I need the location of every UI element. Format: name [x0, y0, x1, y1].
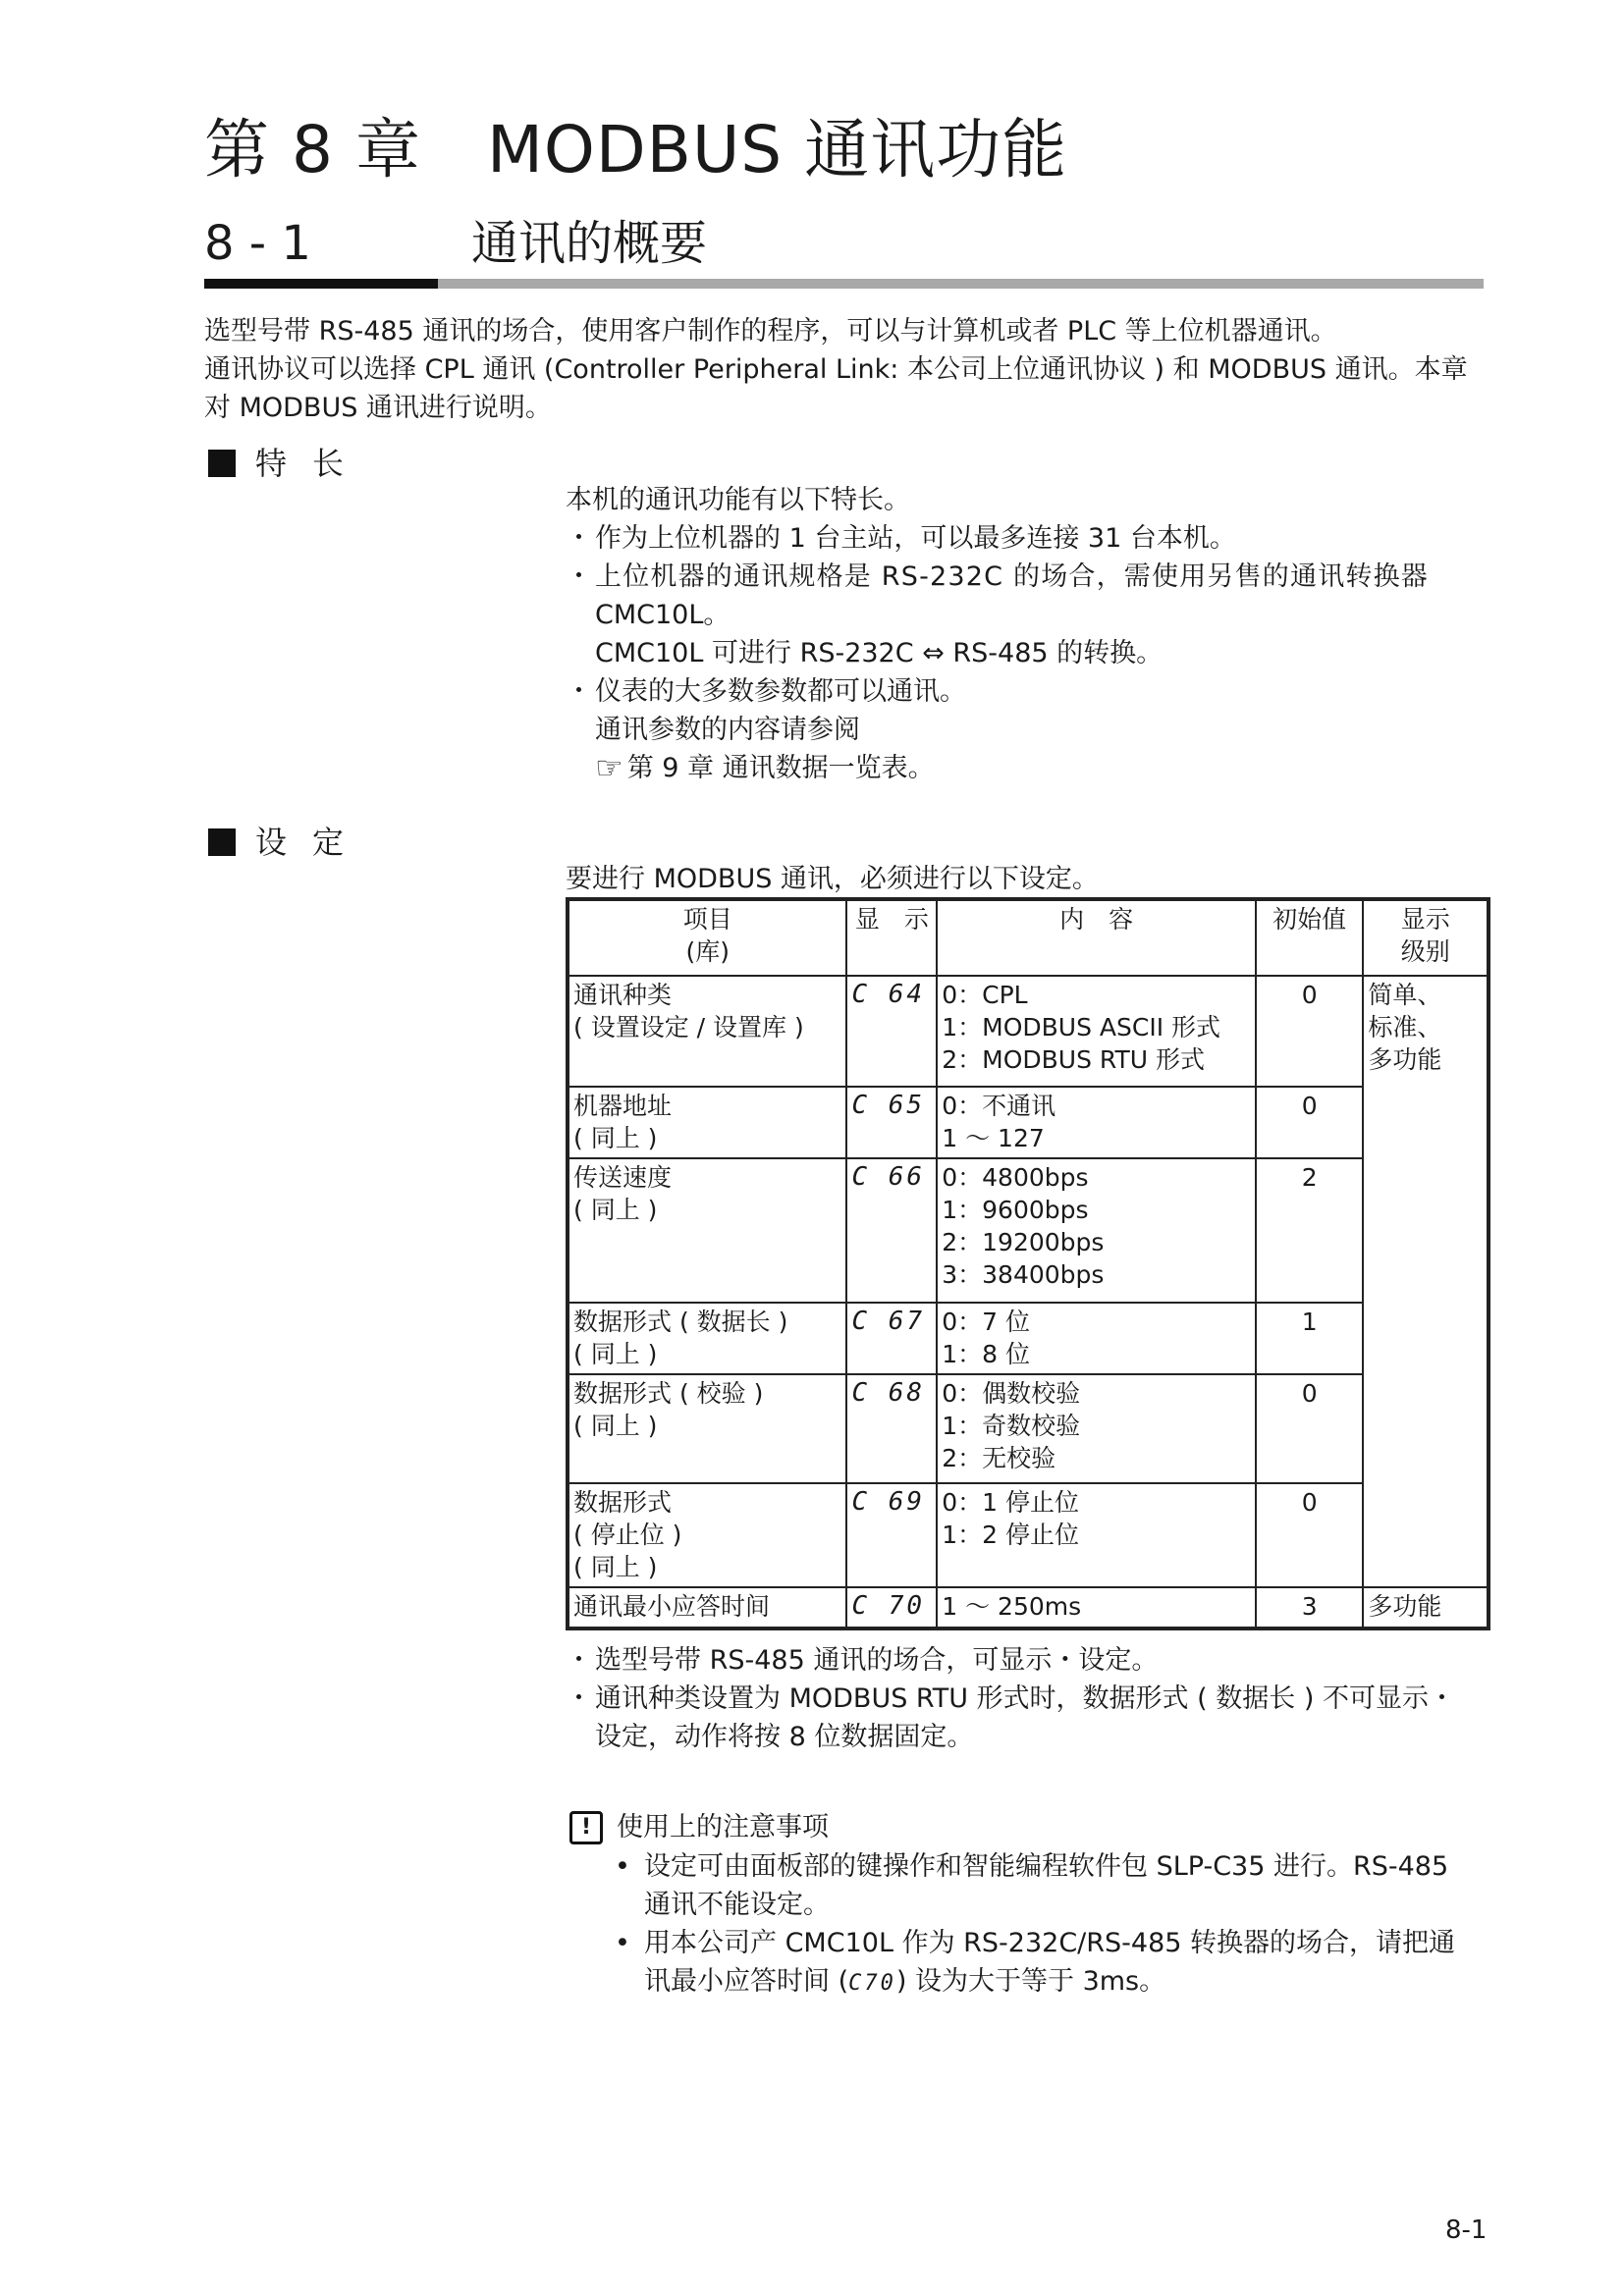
- features-heading: [208, 444, 369, 483]
- row-item: 机器地址: [573, 1092, 673, 1120]
- caution-list: [615, 1847, 1489, 2002]
- caution-text: 设定可由面板部的键操作和智能编程软件包 SLP-C35 进行。RS-485: [644, 1851, 1449, 1882]
- caution-text-cont: 讯最小应答时间 (C70) 设为大于等于 3ms。: [644, 1966, 1166, 1997]
- row-item: 数据形式 ( 数据长 ): [573, 1308, 788, 1336]
- note-text-cont: 设定，动作将按 8 位数据固定。: [595, 1722, 974, 1752]
- heading-square-icon: [208, 828, 236, 856]
- header-initial: 初始值: [1256, 899, 1363, 976]
- caution-item: [615, 1924, 1489, 1962]
- header-display: 显 示: [846, 899, 937, 976]
- bullet-mark: ・: [566, 1645, 592, 1676]
- feature-text: 上位机器的通讯规格是 RS-232C 的场合，需使用另售的通讯转换器: [595, 561, 1429, 592]
- settings-heading: [208, 823, 369, 862]
- caution-title: 使用上的注意事项: [617, 1812, 829, 1842]
- table-row: 通讯种类 ( 设置设定 / 设置库 ) C 64 0：CPL 1：MODBUS ASCII 形式 2：MODBUS RTU 形式 0 简单、 标准、 多功能: [568, 976, 1489, 1087]
- header-content: 内 容: [937, 899, 1256, 976]
- row-code: C 70: [846, 1587, 937, 1629]
- features-block: [566, 481, 1489, 787]
- feature-text-cont: CMC10L 可进行 RS-232C ⇔ RS-485 的转换。: [595, 638, 1164, 668]
- note-text: 选型号带 RS-485 通讯的场合，可显示・设定。: [595, 1645, 1159, 1676]
- row-item-sub: ( 同上 ): [573, 1553, 658, 1581]
- row-item-sub: ( 设置设定 / 设置库 ): [573, 1013, 804, 1041]
- row-code: C 65: [846, 1087, 937, 1158]
- row-code: C 69: [846, 1483, 937, 1587]
- caution-text: 用本公司产 CMC10L 作为 RS-232C/RS-485 转换器的场合，请把通: [644, 1928, 1456, 1958]
- bullet-mark: ・: [566, 1683, 592, 1714]
- row-item-sub: ( 停止位 ): [573, 1521, 682, 1549]
- note-text: 通讯种类设置为 MODBUS RTU 形式时，数据形式 ( 数据长 ) 不可显示・: [595, 1683, 1455, 1714]
- row-initial: 0: [1256, 1483, 1363, 1587]
- feature-item: [566, 519, 1489, 558]
- table-row: 数据形式 ( 数据长 ) ( 同上 ) C 67 0：7 位 1：8 位 1: [568, 1303, 1489, 1374]
- heading-square-icon: [208, 450, 236, 477]
- bullet-mark: •: [615, 1851, 630, 1882]
- caution-text-cont: 通讯不能设定。: [644, 1890, 830, 1920]
- row-initial: 3: [1256, 1587, 1363, 1629]
- header-item: 项目 (库): [568, 899, 846, 976]
- row-initial: 0: [1256, 1374, 1363, 1483]
- row-initial: 0: [1256, 976, 1363, 1087]
- feature-text-cont: 通讯参数的内容请参阅: [595, 715, 860, 745]
- features-lead: 本机的通讯功能有以下特长。: [566, 485, 910, 515]
- feature-text: 仪表的大多数参数都可以通讯。: [595, 676, 966, 707]
- section-number: 8 - 1: [204, 216, 311, 271]
- table-row: 数据形式 ( 校验 ) ( 同上 ) C 68 0：偶数校验 1：奇数校验 2：无校验 0: [568, 1374, 1489, 1483]
- table-row: 传送速度 ( 同上 ) C 66 0：4800bps 1：9600bps 2：19200bps 3：38400bps 2: [568, 1158, 1489, 1303]
- note-item: [566, 1680, 1489, 1718]
- row-item-sub: ( 同上 ): [573, 1124, 658, 1152]
- level-group: 简单、 标准、 多功能: [1363, 976, 1489, 1587]
- header-level: 显示 级别: [1363, 899, 1489, 976]
- feature-item: [566, 672, 1489, 711]
- chapter-title: 第 8 章 MODBUS 通讯功能: [204, 112, 1068, 187]
- bullet-mark: ・: [566, 561, 592, 592]
- pointing-hand-icon: ☞: [595, 749, 623, 786]
- settings-heading-text: 设定: [255, 824, 370, 861]
- section-rule-black: [204, 279, 438, 289]
- row-item-sub: ( 同上 ): [573, 1196, 658, 1224]
- bullet-mark: •: [615, 1928, 630, 1958]
- row-code: C 66: [846, 1158, 937, 1303]
- row-initial: 2: [1256, 1158, 1363, 1303]
- settings-lead: 要进行 MODBUS 通讯，必须进行以下设定。: [566, 864, 1099, 894]
- caution-item: [615, 1847, 1489, 1886]
- table-notes: [566, 1641, 1489, 1756]
- row-initial: 1: [1256, 1303, 1363, 1374]
- row-code: C 64: [846, 976, 937, 1087]
- note-item: [566, 1641, 1489, 1680]
- row-item: 传送速度: [573, 1163, 673, 1192]
- row-level: 多功能: [1363, 1587, 1489, 1629]
- intro-line: 通讯协议可以选择 CPL 通讯 (Controller Peripheral Link: 本公司上位通讯协议 ) 和 MODBUS 通讯。本章: [204, 354, 1468, 385]
- feature-text: 作为上位机器的 1 台主站，可以最多连接 31 台本机。: [595, 523, 1236, 554]
- row-item: 数据形式: [573, 1488, 673, 1517]
- intro-line: 对 MODBUS 通讯进行说明。: [204, 393, 552, 423]
- row-item-sub: ( 同上 ): [573, 1412, 658, 1440]
- page-number: 8-1: [1445, 2216, 1488, 2245]
- feature-text-cont: CMC10L。: [595, 600, 731, 630]
- section-title: 通讯的概要: [471, 216, 708, 271]
- table-row: 机器地址 ( 同上 ) C 65 0：不通讯 1 ～ 127 0: [568, 1087, 1489, 1158]
- intro-line: 选型号带 RS-485 通讯的场合，使用客户制作的程序，可以与计算机或者 PLC 等上位机器通讯。: [204, 316, 1337, 347]
- row-item: 通讯种类: [573, 981, 673, 1009]
- table-row: 数据形式 ( 停止位 ) ( 同上 ) C 69 0：1 停止位 1：2 停止位 0: [568, 1483, 1489, 1587]
- reference-link: [566, 749, 1489, 787]
- inline-code: C70: [848, 1971, 896, 1996]
- feature-item: [566, 558, 1489, 596]
- settings-table: [566, 897, 1490, 1630]
- row-item: 数据形式 ( 校验 ): [573, 1379, 764, 1408]
- row-code: C 68: [846, 1374, 937, 1483]
- bullet-mark: ・: [566, 676, 592, 707]
- row-code: C 67: [846, 1303, 937, 1374]
- bullet-mark: ・: [566, 523, 592, 554]
- section-rule-gray: [436, 279, 1484, 289]
- caution-header: [569, 1808, 829, 1846]
- caution-icon: !: [569, 1811, 603, 1844]
- table-row: 通讯最小应答时间 C 70 1 ～ 250ms 3 多功能: [568, 1587, 1489, 1629]
- reference-text: 第 9 章 通讯数据一览表。: [626, 753, 935, 783]
- row-initial: 0: [1256, 1087, 1363, 1158]
- table-header-row: [568, 899, 1489, 976]
- row-item: 通讯最小应答时间: [568, 1587, 846, 1629]
- features-heading-text: 特长: [255, 445, 370, 482]
- intro-paragraph: [204, 312, 1481, 427]
- row-item-sub: ( 同上 ): [573, 1340, 658, 1368]
